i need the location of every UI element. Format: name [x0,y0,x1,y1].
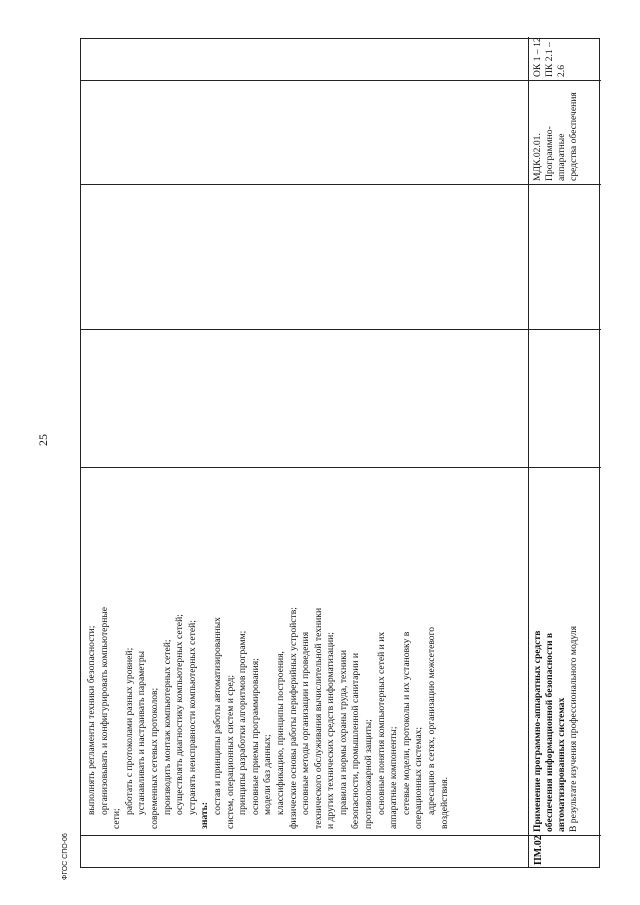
content-line: физические основы работы периферийных устройств; [287,607,299,829]
page-number: 25 [36,434,50,446]
footer-standard: ФГОС СПО-06 [62,833,69,880]
cell-empty-3 [81,329,528,467]
content-line: основные понятия компьютерных сетей и их [375,631,387,815]
content-line: состав и принципы работы автоматизированных [211,617,223,815]
cell-empty-bottom-4 [529,184,601,329]
content-line: принципы разработки алгоритмов программ; [237,630,249,815]
cell-code-empty [81,835,528,867]
module-title-line: автоматизированных системах [556,697,567,832]
content-line: технического обслуживания вычислительной техники [312,607,324,829]
mdk-line: средства обеспечения [568,92,579,181]
cell-content [81,467,528,835]
content-line: безопасности, промышленной санитарии и [350,652,362,829]
mdk-line: Программно- [544,126,555,181]
content-line: правила и нормы охраны труда, техники [337,649,349,815]
curriculum-table [80,38,600,868]
content-line: основные методы организации и проведения [300,631,312,815]
content-line: адресацию в сетях, организацию межсетевого [426,626,438,815]
content-line: и других технических средств информатизации; [325,632,337,829]
mdk-line: аппаратные [556,133,567,181]
cell-empty-bottom-3 [529,329,601,467]
content-line: аппаратные компоненты; [388,726,400,829]
module-title [532,471,580,832]
mdk-text [532,92,580,181]
module-code: ПМ.02 [533,835,544,865]
cell-empty-6 [81,37,528,80]
cell-mdk [529,80,601,184]
content-line: знать: [199,802,211,829]
content-line: классификацию, принципы построения, [274,651,286,815]
module-title-line: обеспечения информационной безопасности в [544,632,555,832]
competency-line: ОК 1 – 12 [532,37,543,77]
module-note: В результате изучения профессионального модуля [568,626,579,832]
cell-module-title [529,467,601,835]
cell-competencies [529,37,601,80]
table-row-bottom [529,37,601,867]
table-row-top [81,37,529,867]
content-line: систем, операционных систем и сред; [224,674,236,829]
module-title-line: Применение программно-аппаратных средств [532,630,543,832]
content-line: операционных системах; [413,726,425,829]
content-text [86,472,451,829]
cell-empty-5 [81,80,528,184]
competencies-text [532,37,568,77]
content-line: устанавливать и настраивать параметры [136,650,148,815]
content-line: модели баз данных; [262,734,274,815]
cell-module-code [529,835,601,867]
content-line: производить монтаж компьютерных сетей; [161,639,173,815]
content-line: воздействия. [438,776,450,829]
content-line: выполнять регламенты техники безопасности; [86,625,97,815]
competency-line: ПК 2.1 – 2.6 [544,42,567,77]
content-line: организовывать и конфигурировать компьютерные [98,606,110,815]
content-line: осуществлять диагностику компьютерных сетей; [174,614,186,815]
cell-empty-4 [81,184,528,329]
content-line: устранять неисправности компьютерных сетей; [186,620,198,815]
mdk-line: МДК.02.01. [532,133,543,181]
content-line: работать с протоколами разных уровней; [123,647,135,815]
content-line: сети; [111,808,123,829]
content-line: противопожарной защиты; [363,719,375,829]
content-line: сетевые модели, протоколы и их установку в [400,631,412,815]
content-line: основные приемы программирования; [249,658,261,815]
content-line: современных сетевых протоколов; [148,687,160,829]
